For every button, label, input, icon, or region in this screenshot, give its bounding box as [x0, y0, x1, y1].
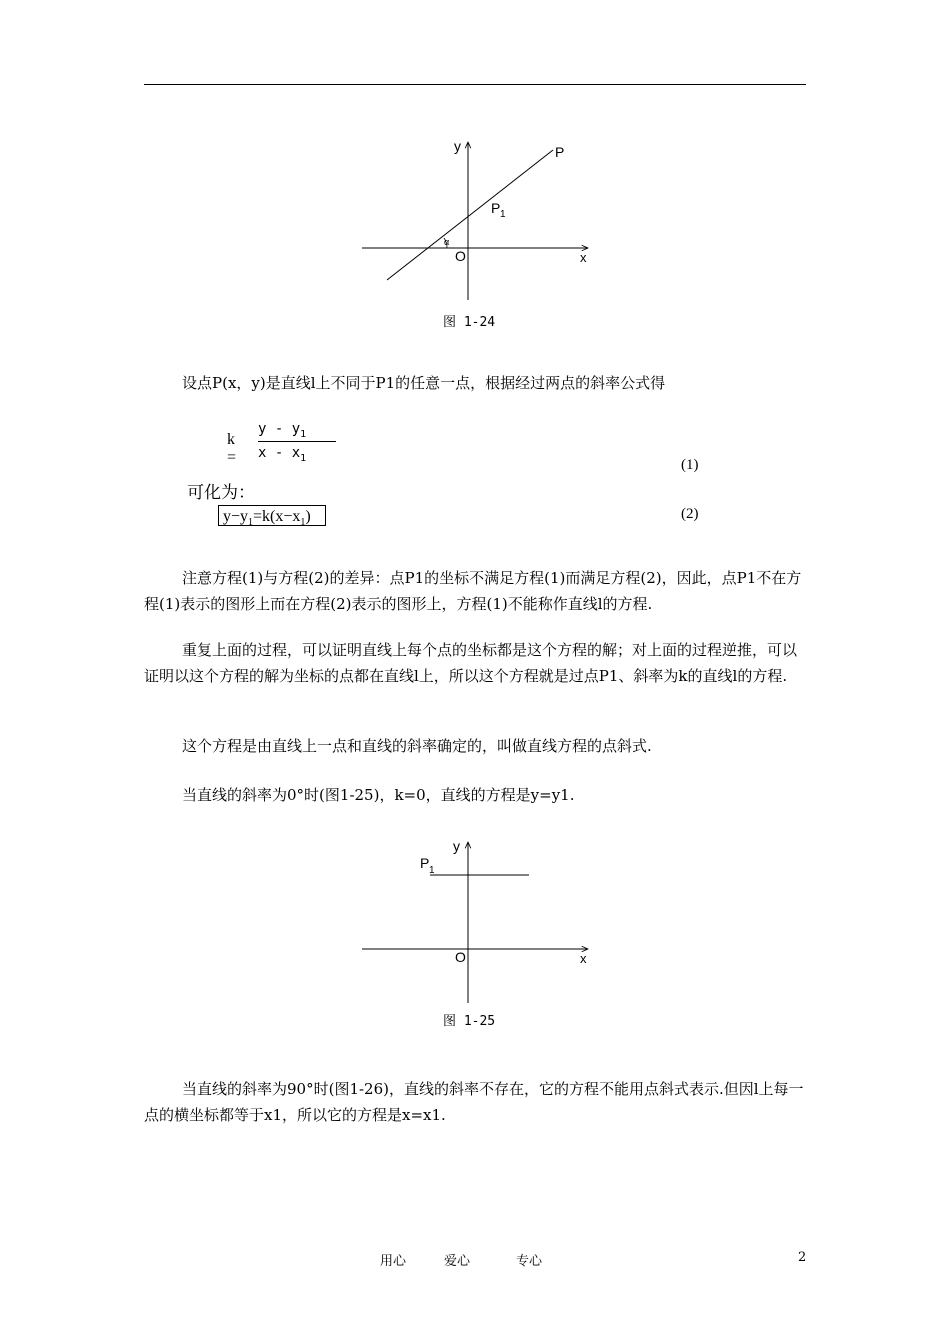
label-p1-sub: 1: [500, 209, 506, 220]
label-p1-sub: 1: [429, 865, 435, 876]
formula-1-numerator: y - $y_1$: [258, 421, 336, 442]
formula-1-denominator: x - $x_1$: [258, 444, 307, 464]
label-p: P: [555, 144, 565, 160]
paragraph-4: 这个方程是由直线上一点和直线的斜率确定的，叫做直线方程的点斜式.: [182, 737, 652, 755]
paragraph-5: 当直线的斜率为0°时(图1-25)，k=0，直线的方程是y=y1.: [182, 786, 575, 804]
figure-1-24: [355, 135, 600, 305]
line-l: [387, 150, 553, 280]
label-y: y: [453, 838, 460, 854]
label-alpha: α: [444, 237, 450, 247]
equation-number-2: (2): [681, 506, 699, 522]
formula-1-fraction: [258, 421, 336, 464]
label-origin: O: [455, 949, 466, 965]
equation-number-1: (1): [681, 457, 699, 473]
formula-2-box: $y-y_1=k(x-x_1)$: [218, 505, 326, 526]
label-x: x: [580, 951, 587, 966]
paragraph-6: 当直线的斜率为90°时(图1-26)，直线的斜率不存在，它的方程不能用点斜式表示.但因l上每一点的横坐标都等于x1，所以它的方程是x=x1.: [144, 1080, 804, 1124]
label-y: y: [454, 138, 461, 154]
paragraph-2: 注意方程(1)与方程(2)的差异：点P1的坐标不满足方程(1)而满足方程(2)，因此，点P1不在方程(1)表示的图形上而在方程(2)表示的图形上，方程(1)不能称作直线l的方程.: [144, 569, 802, 613]
label-p1: P: [491, 200, 501, 216]
formula-1-k: k =: [227, 431, 237, 466]
footer-motto-2: 爱心: [444, 1254, 471, 1269]
figure-1-25-caption: 图 1-25: [443, 1014, 496, 1029]
figure-1-24-graph: [355, 135, 600, 305]
page-number: 2: [798, 1250, 807, 1265]
label-x: x: [580, 250, 587, 265]
header-rule: [144, 84, 806, 85]
footer-motto-1: 用心: [380, 1254, 407, 1269]
paragraph-3: 重复上面的过程，可以证明直线上每个点的坐标都是这个方程的解；对上面的过程逆推，可以证明以这个方程的解为坐标的点都在直线l上，所以这个方程就是过点P1、斜率为k的直线l的方程.: [144, 641, 798, 685]
figure-1-25: [355, 835, 600, 1005]
figure-1-24-caption: 图 1-24: [443, 315, 496, 330]
label-origin: O: [455, 248, 466, 264]
paragraph-1: 设点P(x，y)是直线l上不同于P1的任意一点，根据经过两点的斜率公式得: [182, 374, 666, 392]
simplify-label: 可化为：: [187, 483, 255, 503]
figure-1-25-graph: [355, 835, 600, 1005]
label-p1: P: [420, 855, 430, 871]
footer-motto-3: 专心: [516, 1254, 543, 1269]
